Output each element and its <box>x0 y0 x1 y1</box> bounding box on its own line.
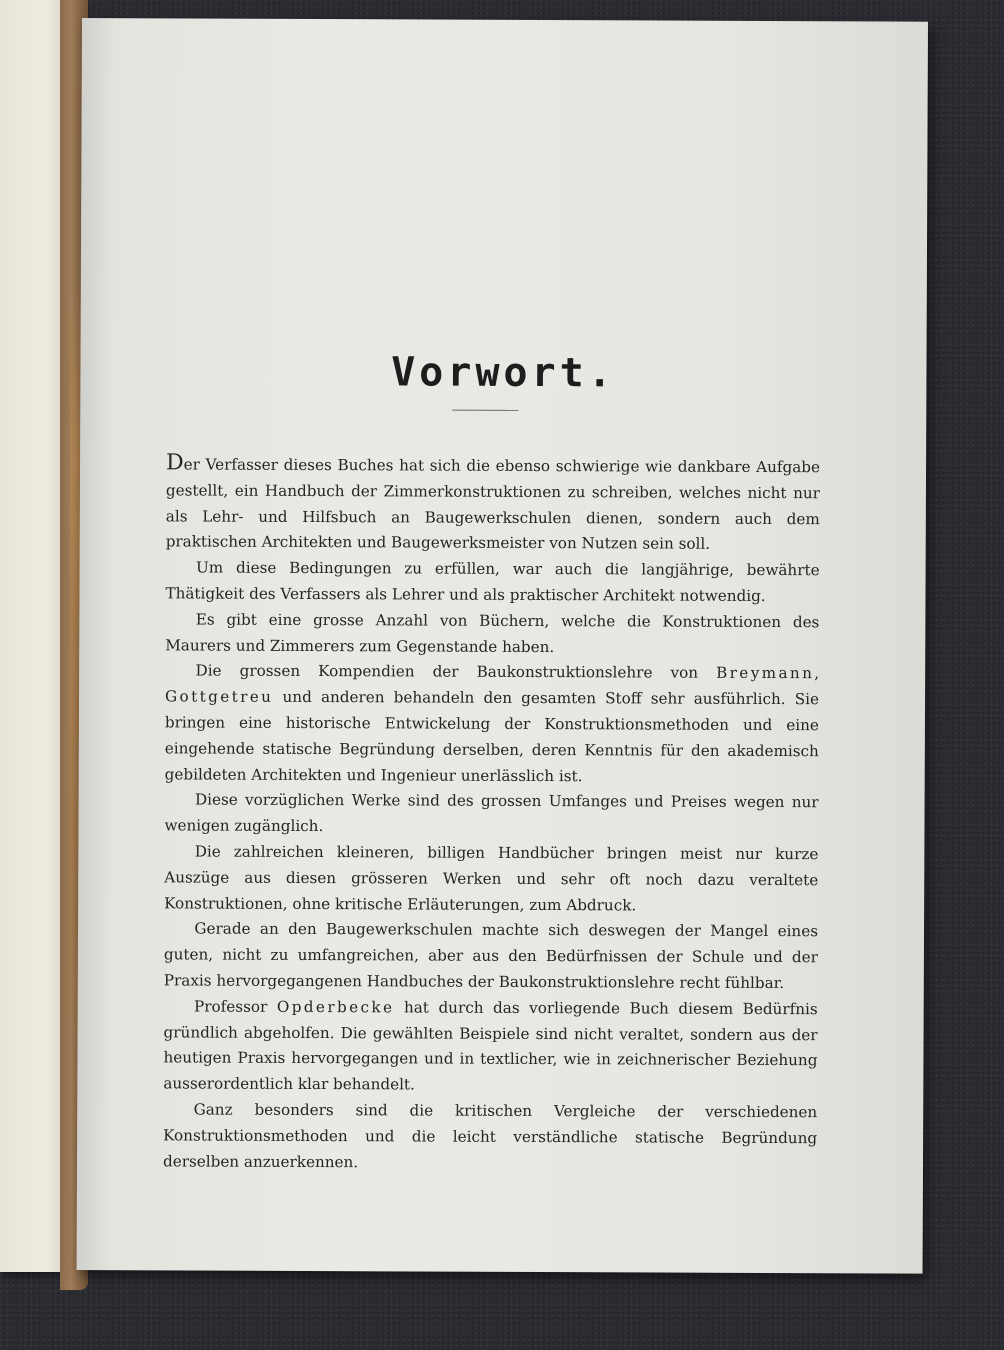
preface-body <box>163 450 820 1177</box>
title-divider <box>452 410 518 411</box>
paragraph <box>164 788 818 842</box>
paragraph <box>164 917 818 997</box>
paragraph-text: Die grossen Kompendien der Baukonstruktionslehre von <box>195 661 717 683</box>
paragraph-text: Ganz besonders sind die kritischen Vergleiche der verschiedenen Konstruktionsmethoden und die leicht verständliche statische Begründung derselben anzuerkennen. <box>162 1100 818 1171</box>
author-name-opderbecke: Opderbecke <box>276 997 395 1017</box>
paragraph-text: hat durch das vorliegende Buch diesem Bedürfnis gründlich abgeholfen. Die gewählten Beispiele sind nicht veraltet, sondern aus der heutigen Praxis hervorgegangen und in textlicher, wie in zeichnerischer Beziehung ausserordentlich klar behandelt. <box>163 998 818 1094</box>
author-name-gottgetreu: Gottgetreu <box>165 687 274 707</box>
paragraph-text: , <box>814 664 820 683</box>
paragraph <box>165 556 819 610</box>
paragraph <box>165 607 819 661</box>
paragraph <box>163 994 817 1100</box>
drop-cap: D <box>166 450 184 476</box>
paragraph-text: Die zahlreichen kleineren, billigen Handbücher bringen meist nur kurze Auszüge aus diesen grösseren Werken und sehr oft noch dazu veraltete Konstruktionen, ohne kritische Erläuterungen, zum Abdruck. <box>164 842 819 914</box>
paragraph-text: er Verfasser dieses Buches hat sich die ebenso schwierige wie dankbare Aufgabe gestellt, ein Handbuch der Zimmerkonstruktionen zu schreiben, welches nicht nur als Lehr- und Hilfsbuch an Baugewerkschulen dienen, sondern auch dem praktischen Architekten und Baugewerksmeister von Nutzen sein soll. <box>165 455 821 554</box>
paragraph <box>163 1097 817 1177</box>
paragraph <box>164 839 818 919</box>
paragraph <box>165 659 820 791</box>
paragraph-text: Es gibt eine grosse Anzahl von Büchern, welche die Konstruktionen des Maurers und Zimmerers zum Gegenstande haben. <box>165 610 820 656</box>
book-page <box>77 18 928 1274</box>
author-name-breymann: Breymann <box>716 664 815 683</box>
page-title: Vorwort. <box>391 349 616 397</box>
paragraph-text: Diese vorzüglichen Werke sind des grossen Umfanges und Preises wegen nur wenigen zugänglich. <box>164 790 819 836</box>
paragraph-text: Gerade an den Baugewerkschulen machte sich deswegen der Mangel eines guten, nicht zu umfangreichen, aber aus den Bedürfnissen der Schule und der Praxis hervorgegangenen Handbuches der Baukonstruktionslehre recht fühlbar. <box>163 919 819 993</box>
paragraph <box>166 450 820 558</box>
paragraph-text: und anderen behandeln den gesamten Stoff sehr ausführlich. Sie bringen eine historische Entwickelung der Konstruktionsmethoden und eine eingehende statische Begründung derselben, deren Kenntnis für den akademisch gebildeten Architekten und Ingenieur unerlässlich ist. <box>164 688 820 785</box>
paragraph-text: Um diese Bedingungen zu erfüllen, war auch die langjährige, bewährte Thätigkeit des Verfassers als Lehrer und als praktischer Architekt notwendig. <box>165 558 820 605</box>
paragraph-text: Professor <box>194 997 277 1016</box>
